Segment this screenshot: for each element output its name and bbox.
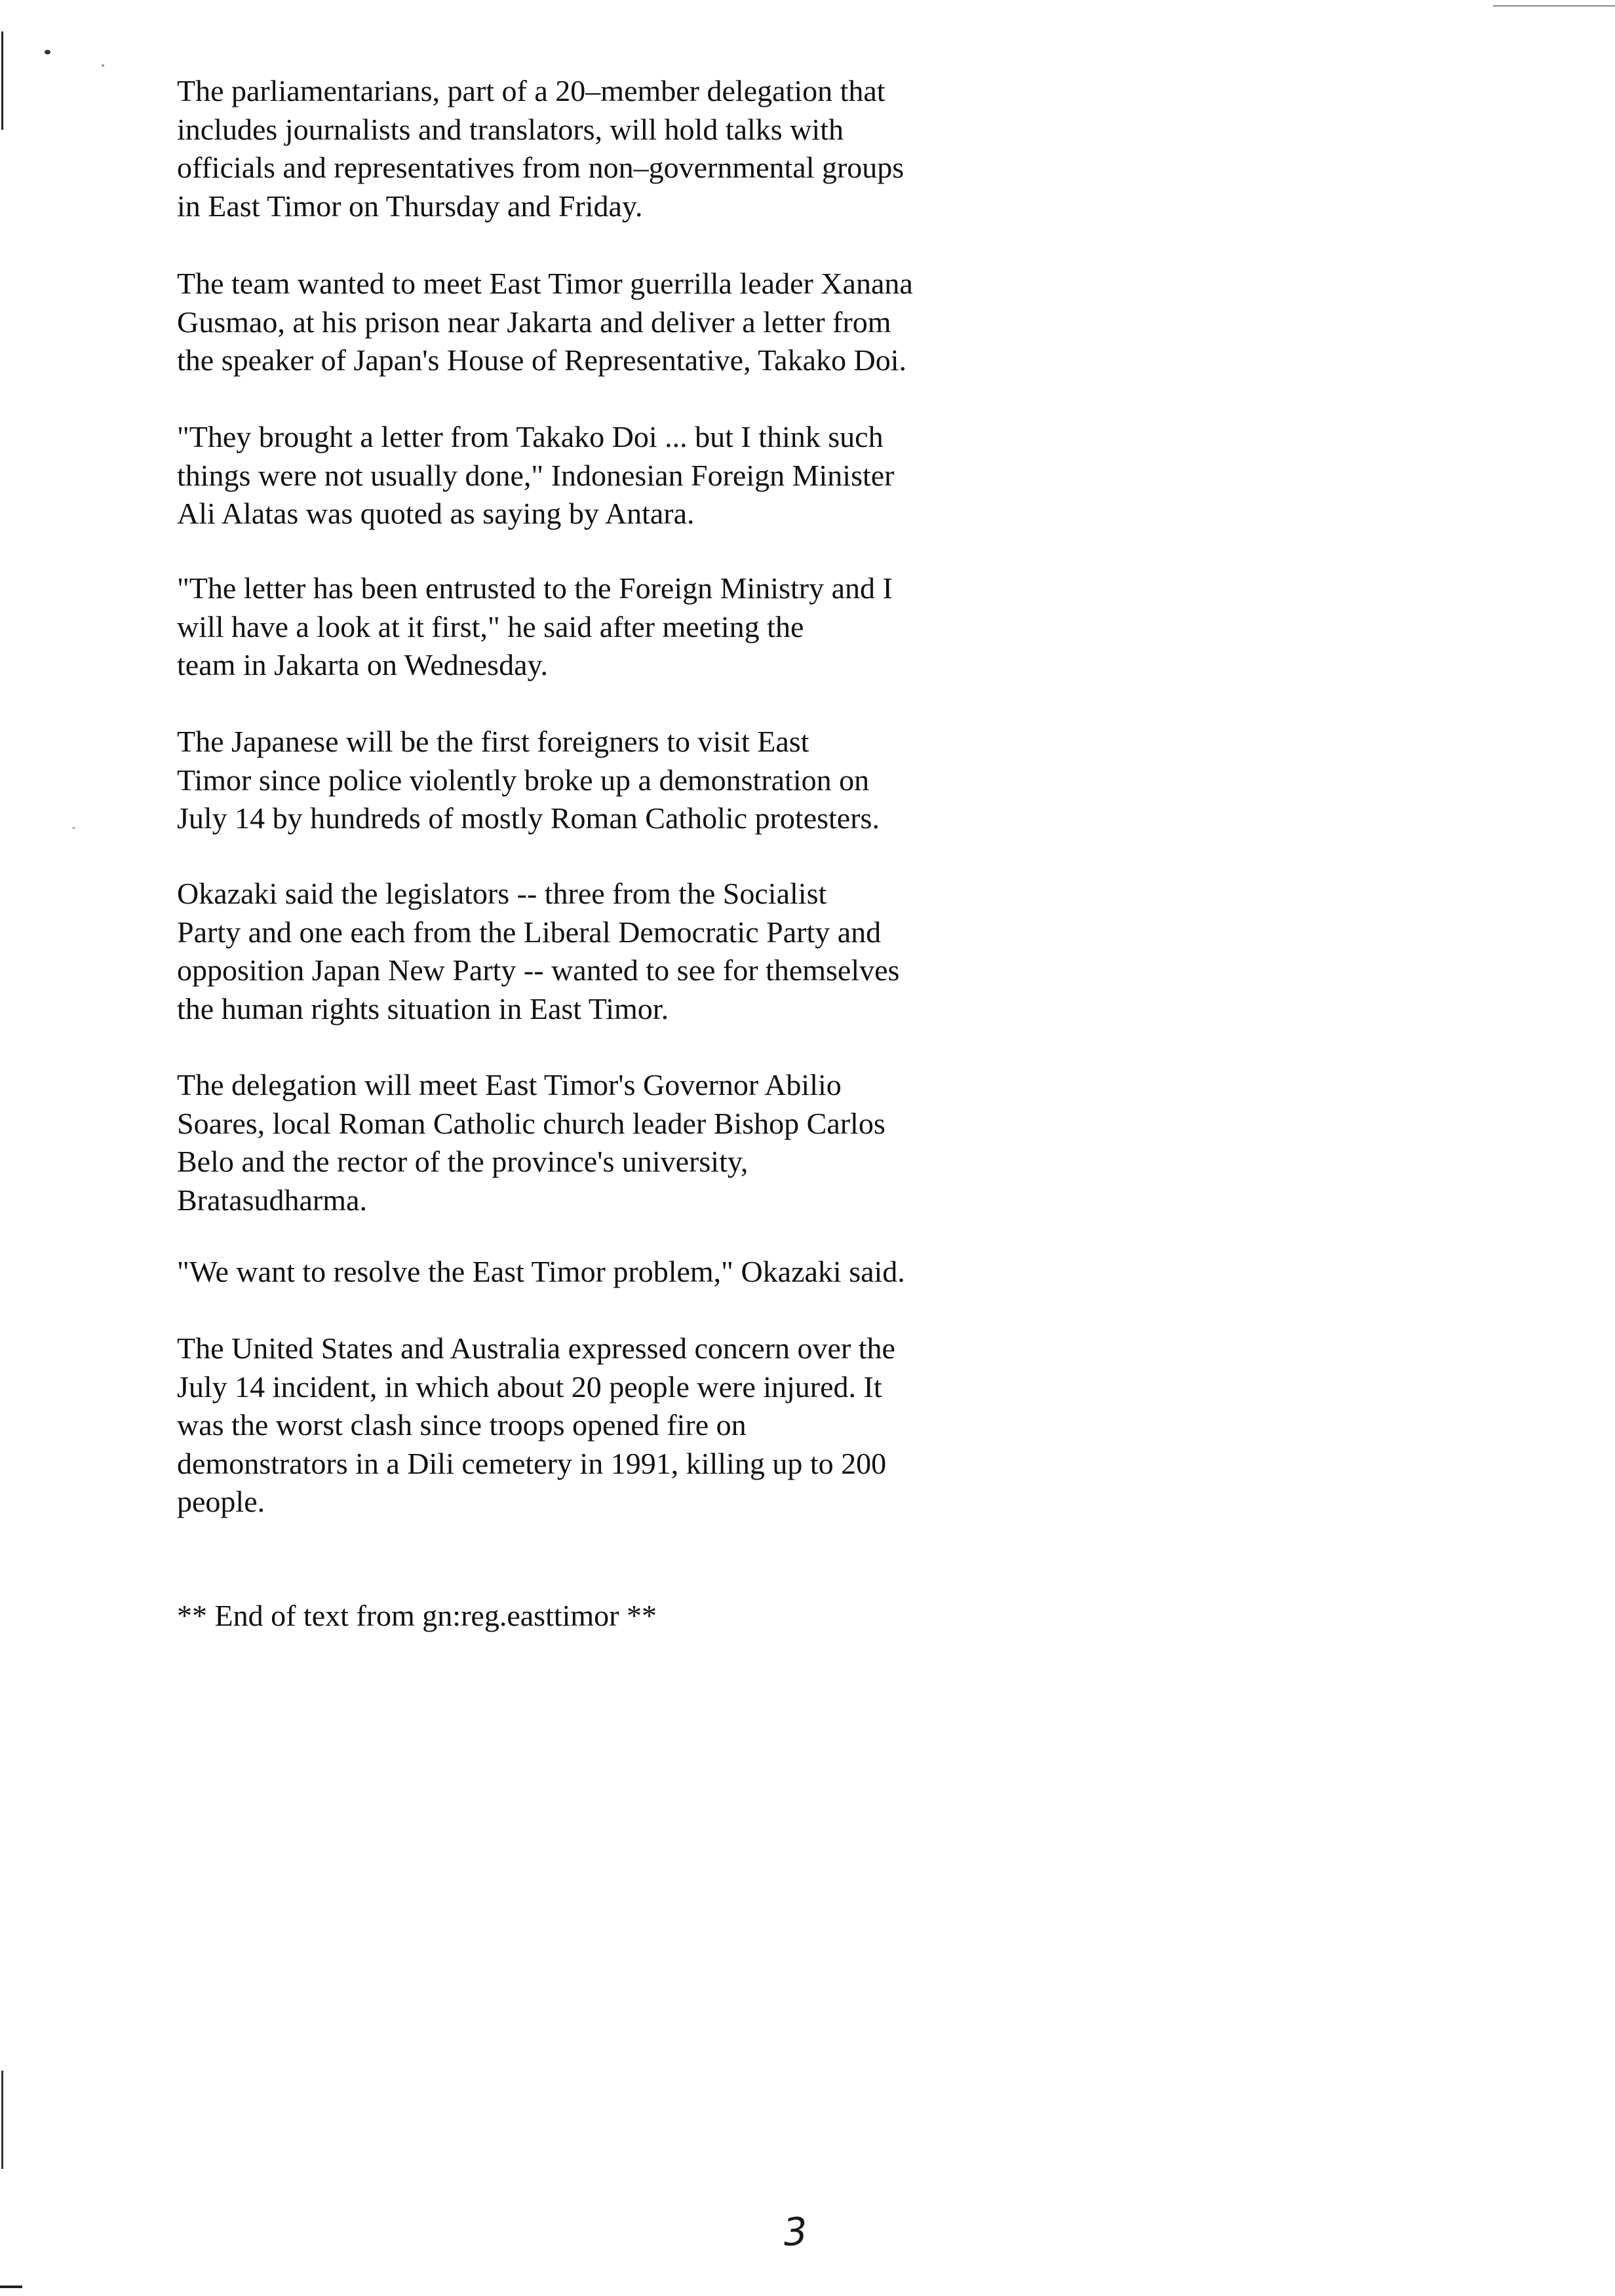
paragraph: The delegation will meet East Timor's Governor Abilio Soares, local Roman Catholic church leader Bishop Carlos Belo and the rector of the province's university, Bratasudharma.	[177, 1068, 885, 1217]
scan-edge-mark	[1, 2071, 3, 2169]
scan-speck	[72, 827, 75, 829]
paragraph: "The letter has been entrusted to the Foreign Ministry and I will have a look at it first," he said after meeting the team in Jakarta on Wednesday.	[177, 571, 893, 681]
page-number: 3	[781, 2208, 809, 2255]
paragraph: The parliamentarians, part of a 20–member delegation that includes journalists and translators, will hold talks with officials and representatives from non–governmental groups in East Timor on Thursday and Friday.	[177, 74, 905, 223]
end-of-text-marker: ** End of text from gn:reg.easttimor **	[177, 1599, 657, 1632]
paragraph: Okazaki said the legislators -- three from the Socialist Party and one each from the Liberal Democratic Party and opposition Japan New Party -- wanted to see for themselves the human rights situation in East Timor.	[177, 877, 900, 1025]
scan-speck	[45, 50, 50, 54]
paragraph: The Japanese will be the first foreigners to visit East Timor since police violently broke up a demonstration on July 14 by hundreds of mostly Roman Catholic protesters.	[177, 725, 880, 835]
paragraph: The team wanted to meet East Timor guerrilla leader Xanana Gusmao, at his prison near Jakarta and deliver a letter from the speaker of Japan's House of Representative, Takako Doi.	[177, 267, 913, 377]
scan-edge-mark	[1493, 5, 1615, 7]
scan-edge-mark	[0, 2286, 22, 2288]
paragraph: "They brought a letter from Takako Doi ... but I think such things were not usually done," Indonesian Foreign Minister Ali Alatas was quoted as saying by Antara.	[177, 420, 895, 530]
scan-edge-mark	[1, 31, 3, 130]
paragraph: "We want to resolve the East Timor problem," Okazaki said.	[177, 1255, 905, 1288]
paragraph: The United States and Australia expressed concern over the July 14 incident, in which about 20 people were injured. It was the worst clash since troops opened fire on demonstrators in a Dili cemetery in 1991, killing up to 200 people.	[177, 1331, 895, 1518]
scan-speck	[102, 64, 104, 67]
